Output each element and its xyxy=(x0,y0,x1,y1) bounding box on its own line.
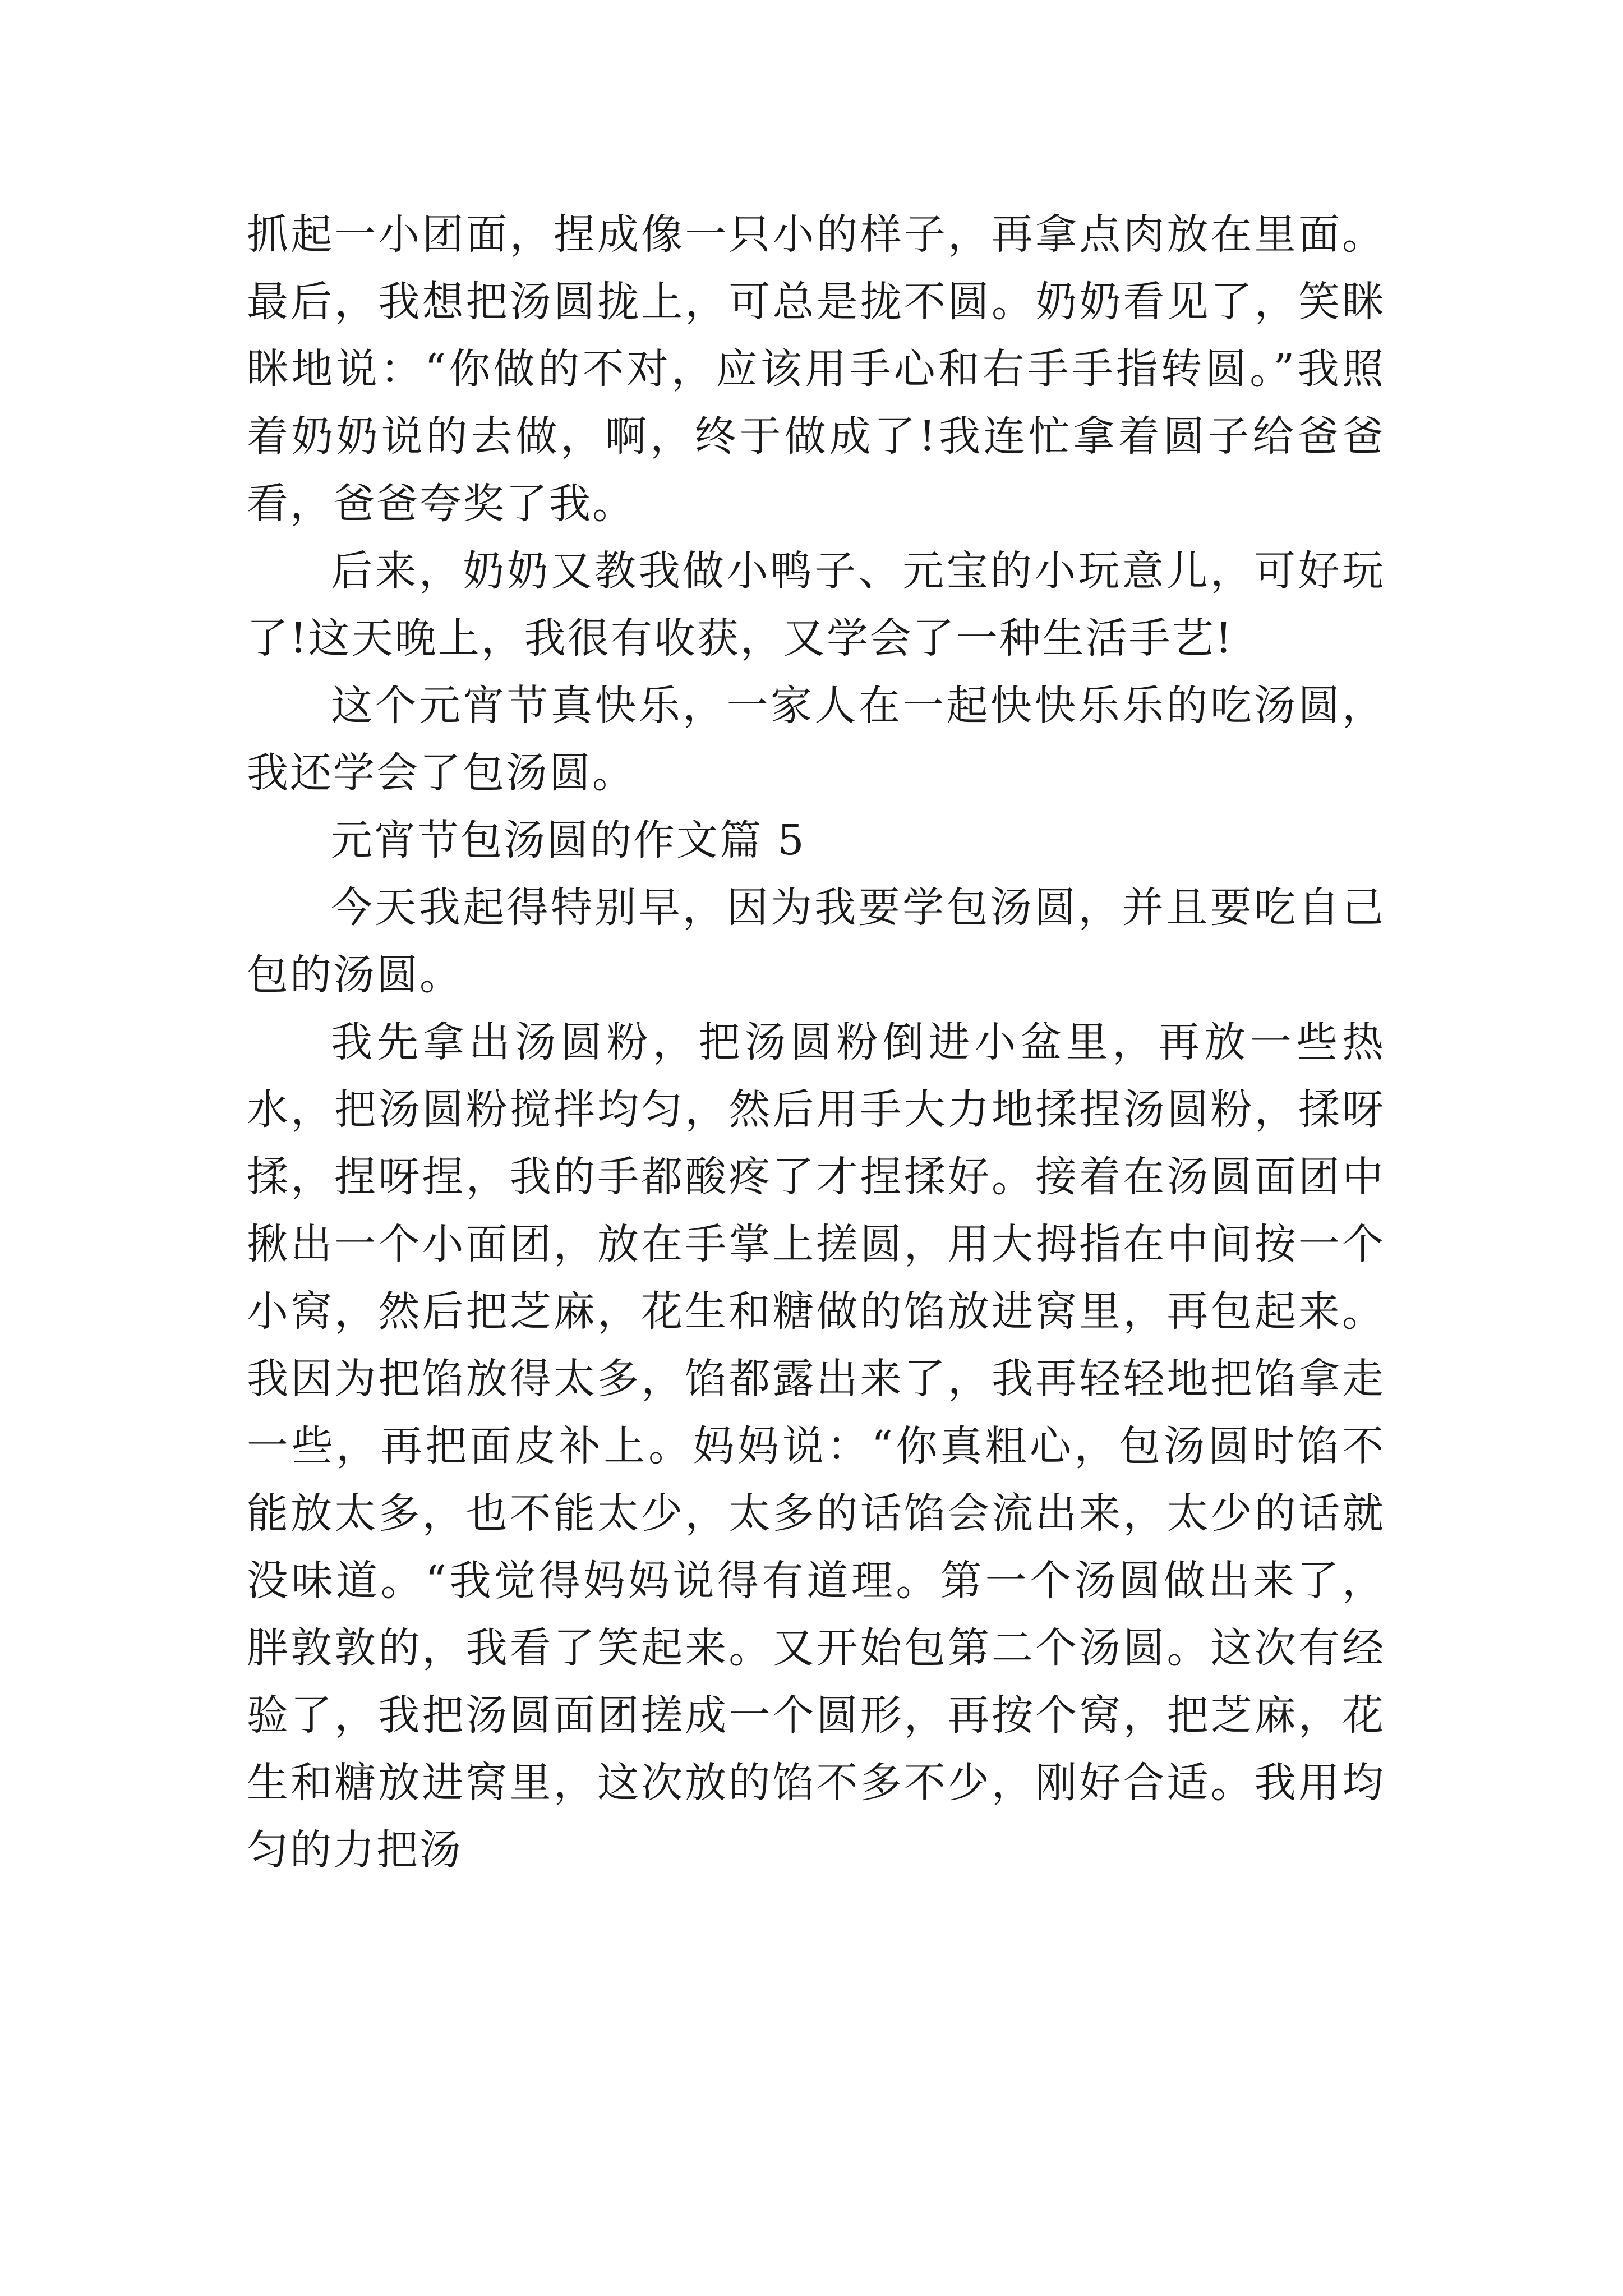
paragraph-3: 这个元宵节真快乐，一家人在一起快快乐乐的吃汤圆，我还学会了包汤圆。 xyxy=(247,682,1385,797)
paragraph-4: 今天我起得特别早，因为我要学包汤圆，并且要吃自己包的汤圆。 xyxy=(247,884,1385,999)
section-heading: 元宵节包汤圆的作文篇 5 xyxy=(331,816,806,864)
paragraph-5: 我先拿出汤圆粉，把汤圆粉倒进小盆里，再放一些热水，把汤圆粉搅拌均匀，然后用手大力地揉捏汤圆粉，揉呀揉，捏呀捏，我的手都酸疼了才捏揉好。接着在汤圆面团中揪出一个小面团，放在手掌上搓圆，用大拇指在中间按一个小窝，然后把芝麻，花生和糖做的馅放进窝里，再包起来。我因为把馅放得太多，馅都露出来了，我再轻轻地把馅拿走一些，再把面皮补上。妈妈说：“你真粗心，包汤圆时馅不能放太多，也不能太少，太多的话馅会流出来，太少的话就没味道。“我觉得妈妈说得有道理。第一个汤圆做出来了，胖敦敦的，我看了笑起来。又开始包第二个汤圆。这次有经验了，我把汤圆面团搓成一个圆形，再按个窝，把芝麻，花生和糖放进窝里，这次放的馅不多不少，刚好合适。我用均匀的力把汤 xyxy=(247,1018,1385,1874)
body-text xyxy=(247,201,1385,1884)
paragraph-1: 抓起一小团面，捏成像一只小的样子，再拿点肉放在里面。最后，我想把汤圆拢上，可总是拢不圆。奶奶看见了，笑眯眯地说：“你做的不对，应该用手心和右手手指转圆。”我照着奶奶说的去做，啊，终于做成了!我连忙拿着圆子给爸爸看，爸爸夸奖了我。 xyxy=(247,210,1385,528)
paragraph-2: 后来，奶奶又教我做小鸭子、元宝的小玩意儿，可好玩了!这天晚上，我很有收获，又学会了一种生活手艺! xyxy=(247,547,1385,662)
